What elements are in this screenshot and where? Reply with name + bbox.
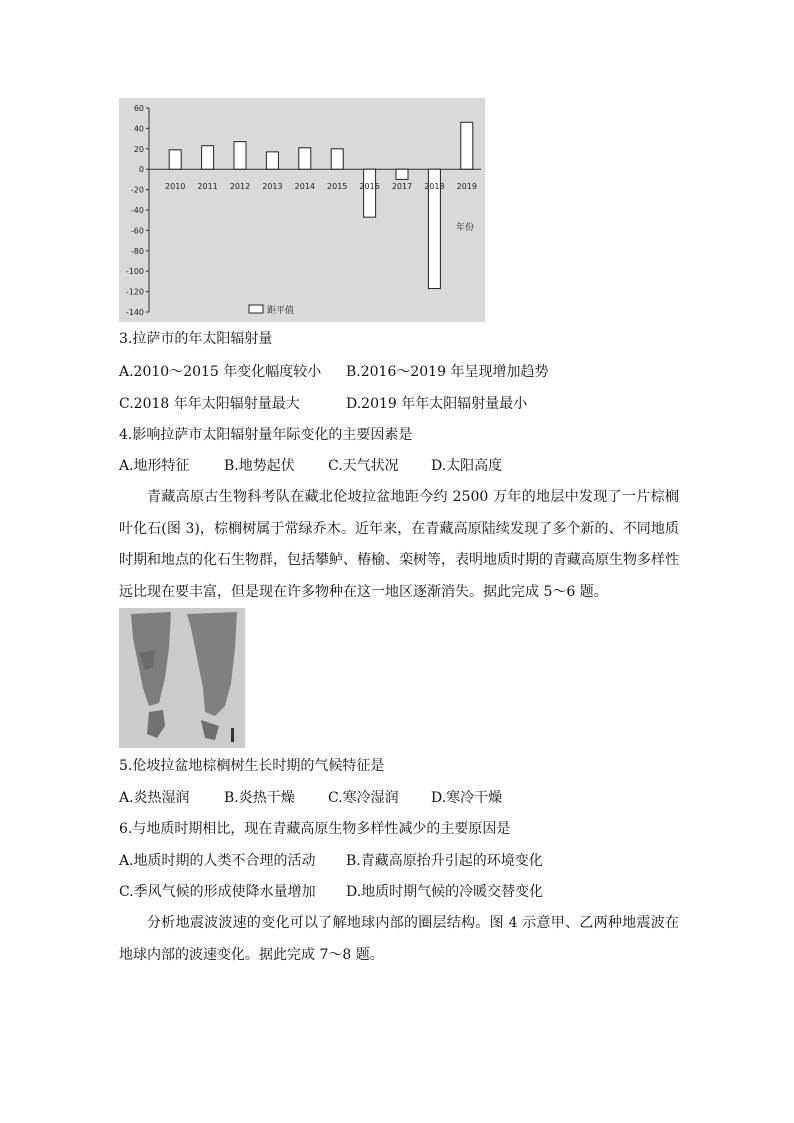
y-tick-label: -40 bbox=[130, 206, 144, 215]
x-tick-label-2015: 2015 bbox=[327, 182, 348, 192]
question-5-option-b[interactable]: B.炎热干燥 bbox=[224, 790, 295, 806]
bar-2017 bbox=[396, 169, 408, 179]
question-5-option-a[interactable]: A.炎热湿润 bbox=[119, 790, 190, 806]
chart-svg bbox=[119, 98, 485, 322]
y-tick-label: -100 bbox=[125, 267, 144, 277]
y-tick-label: 0 bbox=[138, 165, 144, 175]
bar-2015 bbox=[331, 149, 343, 169]
x-tick-label-2012: 2012 bbox=[229, 182, 251, 192]
legend-swatch bbox=[249, 305, 263, 313]
passage-fossil: 青藏高原古生物科考队在藏北伦坡拉盆地距今约 2500 万年的地层中发现了一片棕榈叶化石(图 3)，棕榈树属于常绿乔木。近年来，在青藏高原陆续发现了多个新的、不同地质时期和地点的化石生物群，包括攀鲈、椿榆、栾树等，表明地质时期的青藏高原生物多样性远比现在要丰富，但是现在许多物种在这一地区逐渐消失。据此完成 5～6 题。 bbox=[119, 489, 679, 600]
question-6-option-c[interactable]: C.季风气候的形成使降水量增加 bbox=[119, 884, 316, 900]
passage-seismic: 分析地震波波速的变化可以了解地球内部的圈层结构。图 4 示意甲、乙两种地震波在地球内部的波速变化。据此完成 7～8 题。 bbox=[119, 915, 679, 963]
y-tick-label: 60 bbox=[133, 104, 144, 113]
question-4-option-c[interactable]: C.天气状况 bbox=[328, 458, 399, 474]
x-tick-label-2014: 2014 bbox=[294, 182, 315, 192]
question-4-option-b[interactable]: B.地势起伏 bbox=[224, 458, 295, 474]
y-tick-label: -20 bbox=[130, 185, 144, 195]
bar-2016 bbox=[364, 169, 376, 217]
question-6-stem: 6.与地质时期相比，现在青藏高原生物多样性减少的主要原因是 bbox=[119, 821, 511, 837]
question-6-option-b[interactable]: B.青藏高原抬升引起的环境变化 bbox=[346, 853, 543, 869]
y-tick-label: 20 bbox=[133, 144, 144, 154]
question-5-option-d[interactable]: D.寒冷干燥 bbox=[431, 790, 503, 806]
question-5-stem: 5.伦坡拉盆地棕榈树生长时期的气候特征是 bbox=[119, 758, 385, 774]
question-6-option-d[interactable]: D.地质时期气候的冷暖交替变化 bbox=[346, 884, 544, 900]
x-tick-label-2013: 2013 bbox=[262, 182, 283, 192]
legend-label: 距平值 bbox=[267, 306, 295, 316]
question-4-stem: 4.影响拉萨市太阳辐射量年际变化的主要因素是 bbox=[119, 427, 413, 443]
question-4-option-a[interactable]: A.地形特征 bbox=[119, 458, 190, 474]
x-tick-label-2010: 2010 bbox=[165, 182, 186, 192]
fossil-illustration bbox=[119, 608, 245, 748]
x-axis-title: 年份 bbox=[455, 223, 475, 233]
bar-2012 bbox=[234, 142, 246, 170]
question-4-option-d[interactable]: D.太阳高度 bbox=[431, 458, 503, 474]
question-3-option-a[interactable]: A.2010～2015 年变化幅度较小 bbox=[119, 364, 322, 380]
bar-2014 bbox=[299, 148, 311, 169]
x-tick-label-2019: 2019 bbox=[456, 182, 477, 192]
question-3-option-b[interactable]: B.2016～2019 年呈现增加趋势 bbox=[346, 364, 549, 380]
y-tick-label: -120 bbox=[125, 287, 144, 297]
bar-2019 bbox=[461, 122, 473, 169]
x-tick-label-2016: 2016 bbox=[359, 182, 380, 192]
y-tick-label: -140 bbox=[125, 308, 144, 317]
x-tick-label-2018: 2018 bbox=[424, 182, 445, 192]
bar-2013 bbox=[266, 152, 278, 169]
question-3-option-d[interactable]: D.2019 年年太阳辐射量最小 bbox=[346, 396, 528, 412]
question-3-option-c[interactable]: C.2018 年年太阳辐射量最大 bbox=[119, 396, 300, 412]
bar-2011 bbox=[202, 146, 214, 169]
x-tick-label-2011: 2011 bbox=[197, 182, 218, 192]
radiation-anomaly-chart bbox=[119, 98, 485, 322]
question-3-stem: 3.拉萨市的年太阳辐射量 bbox=[119, 331, 273, 347]
y-tick-label: 40 bbox=[133, 124, 144, 134]
palm-leaf-fossil-photo bbox=[119, 608, 245, 748]
y-tick-label: -60 bbox=[130, 226, 144, 236]
x-tick-label-2017: 2017 bbox=[391, 182, 413, 192]
question-6-option-a[interactable]: A.地质时期的人类不合理的活动 bbox=[119, 853, 316, 869]
question-5-option-c[interactable]: C.寒冷湿润 bbox=[328, 790, 399, 806]
y-tick-label: -80 bbox=[130, 246, 144, 256]
bar-2010 bbox=[169, 150, 181, 169]
